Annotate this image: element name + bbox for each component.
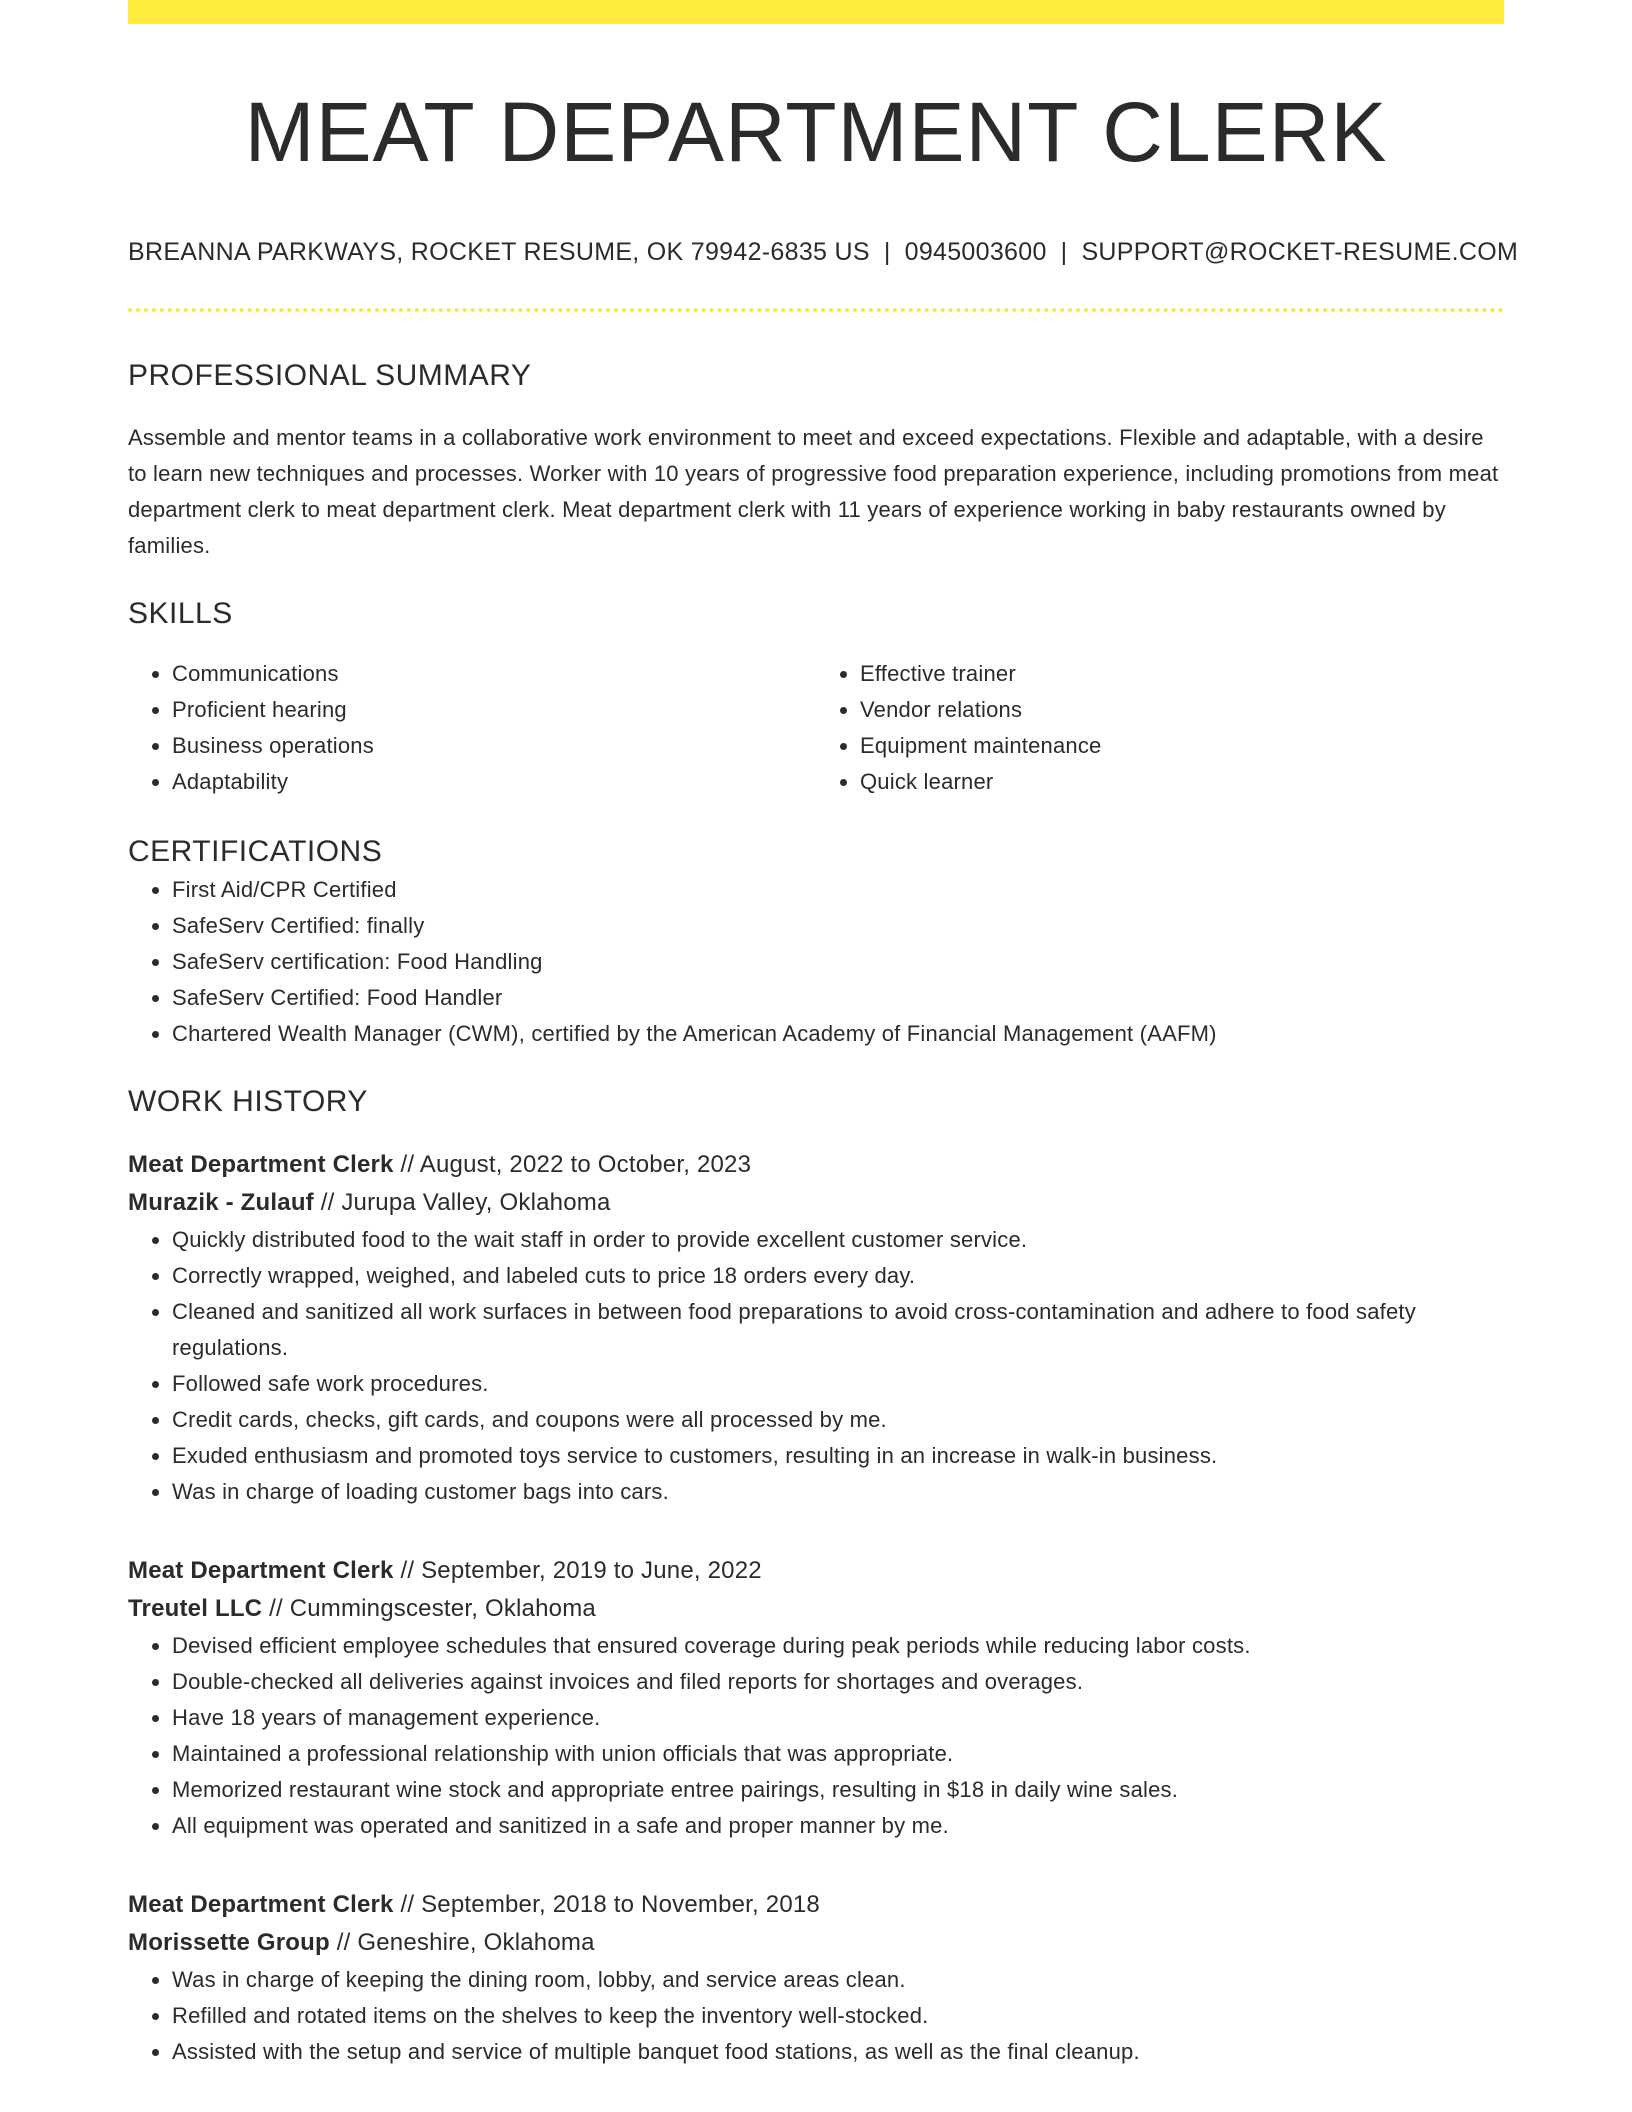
certifications-heading: CERTIFICATIONS: [128, 835, 383, 868]
job-bullet: • Exuded enthusiasm and promoted toys service to customers, resulting in an increase in walk-in business.: [172, 1438, 1504, 1474]
job-bullets: [128, 1962, 1504, 2070]
certification-item: • SafeServ Certified: finally: [172, 908, 1504, 944]
contact-separator: |: [883, 238, 891, 266]
skill-item: • Quick learner: [860, 764, 1504, 800]
job-bullet: • Refilled and rotated items on the shelves to keep the inventory well-stocked.: [172, 1998, 1504, 2034]
contact-separator: |: [1060, 238, 1068, 266]
job-company: Murazik - Zulauf: [128, 1189, 314, 1216]
skills-column-right: [816, 656, 1504, 800]
job-location: // Cummingscester, Oklahoma: [262, 1595, 596, 1622]
skills-heading: SKILLS: [128, 597, 233, 630]
job-bullets: [128, 1628, 1504, 1844]
skills-grid: [128, 656, 1504, 800]
skills-list-left: [128, 656, 816, 800]
job-bullet: • Devised efficient employee schedules that ensured coverage during peak periods while reducing labor costs.: [172, 1628, 1504, 1664]
skill-item: • Equipment maintenance: [860, 728, 1504, 764]
contact-phone: 0945003600: [904, 238, 1047, 266]
dotted-divider: [128, 308, 1504, 312]
job-bullets: [128, 1222, 1504, 1510]
job-bullet: • Maintained a professional relationship with union officials that was appropriate.: [172, 1736, 1504, 1772]
certifications-list: [128, 872, 1504, 1052]
skill-item: • Adaptability: [172, 764, 816, 800]
skills-column-left: [128, 656, 816, 800]
certification-item: • First Aid/CPR Certified: [172, 872, 1504, 908]
job-entry: [128, 1886, 1504, 2070]
skill-item: • Vendor relations: [860, 692, 1504, 728]
job-entry: [128, 1146, 1504, 1510]
job-bullet: • Was in charge of keeping the dining room, lobby, and service areas clean.: [172, 1962, 1504, 1998]
job-dates: // September, 2019 to June, 2022: [393, 1557, 762, 1584]
summary-text: Assemble and mentor teams in a collaborative work environment to meet and exceed expectations. Flexible and adaptable, with a desire to learn new techniques and processes. Worker with 10 years of progressive food preparation experience, including promotions from meat department clerk to meat department clerk. Meat department clerk with 11 years of experience working in baby restaurants owned by families.: [128, 425, 1499, 558]
job-title-line: [128, 1886, 1504, 1924]
skills-list-right: [816, 656, 1504, 800]
summary-heading: PROFESSIONAL SUMMARY: [128, 359, 532, 392]
resume-title: MEAT DEPARTMENT CLERK: [244, 85, 1388, 179]
job-location: // Geneshire, Oklahoma: [329, 1929, 595, 1956]
certification-item: • SafeServ certification: Food Handling: [172, 944, 1504, 980]
certification-item: • Chartered Wealth Manager (CWM), certified by the American Academy of Financial Management (AAFM): [172, 1016, 1504, 1052]
contact-email: SUPPORT@ROCKET-RESUME.COM: [1081, 238, 1519, 266]
job-bullet: • Credit cards, checks, gift cards, and coupons were all processed by me.: [172, 1402, 1504, 1438]
job-dates: // September, 2018 to November, 2018: [393, 1891, 820, 1918]
job-location: // Jurupa Valley, Oklahoma: [313, 1189, 611, 1216]
job-company-line: [128, 1590, 1504, 1628]
job-bullet: • Double-checked all deliveries against invoices and filed reports for shortages and overages.: [172, 1664, 1504, 1700]
job-bullet: • All equipment was operated and sanitized in a safe and proper manner by me.: [172, 1808, 1504, 1844]
job-bullet: • Memorized restaurant wine stock and appropriate entree pairings, resulting in $18 in daily wine sales.: [172, 1772, 1504, 1808]
job-company: Morissette Group: [128, 1929, 330, 1956]
job-title: Meat Department Clerk: [128, 1557, 394, 1584]
job-bullet: • Followed safe work procedures.: [172, 1366, 1504, 1402]
job-bullet: • Correctly wrapped, weighed, and labeled cuts to price 18 orders every day.: [172, 1258, 1504, 1294]
job-bullet: • Have 18 years of management experience.: [172, 1700, 1504, 1736]
skill-item: • Business operations: [172, 728, 816, 764]
job-title: Meat Department Clerk: [128, 1891, 394, 1918]
job-company-line: [128, 1184, 1504, 1222]
job-bullet: • Quickly distributed food to the wait staff in order to provide excellent customer service.: [172, 1222, 1504, 1258]
accent-top-bar: [128, 0, 1504, 24]
contact-address: BREANNA PARKWAYS, ROCKET RESUME, OK 79942-6835 US: [128, 238, 870, 266]
skill-item: • Proficient hearing: [172, 692, 816, 728]
job-bullet: • Was in charge of loading customer bags into cars.: [172, 1474, 1504, 1510]
skill-item: • Communications: [172, 656, 816, 692]
job-title-line: [128, 1552, 1504, 1590]
skill-item: • Effective trainer: [860, 656, 1504, 692]
job-company: Treutel LLC: [128, 1595, 263, 1622]
contact-line: [128, 236, 1519, 268]
work-history-heading: WORK HISTORY: [128, 1085, 368, 1118]
job-bullet: • Assisted with the setup and service of multiple banquet food stations, as well as the final cleanup.: [172, 2034, 1504, 2070]
certification-item: • SafeServ Certified: Food Handler: [172, 980, 1504, 1016]
job-company-line: [128, 1924, 1504, 1962]
job-entry: [128, 1552, 1504, 1844]
job-title-line: [128, 1146, 1504, 1184]
job-bullet: • Cleaned and sanitized all work surfaces in between food preparations to avoid cross-contamination and adhere to food safety regulations.: [172, 1294, 1504, 1366]
job-title: Meat Department Clerk: [128, 1151, 394, 1178]
job-dates: // August, 2022 to October, 2023: [393, 1151, 752, 1178]
resume-page: [128, 0, 1519, 2070]
